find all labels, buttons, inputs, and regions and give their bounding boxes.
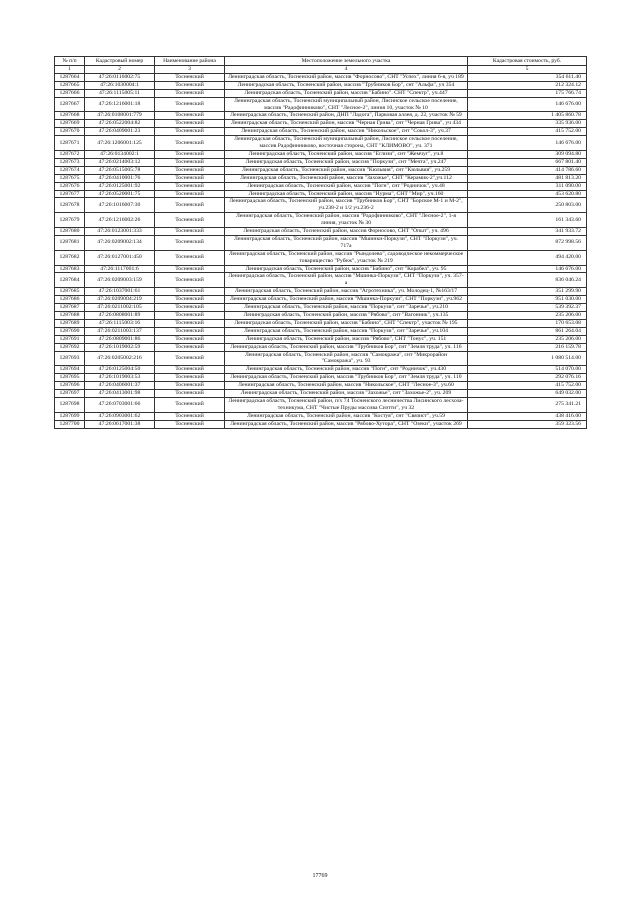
row-index-cell: 1287673 [55, 158, 85, 166]
district-cell: Тосненский [155, 265, 225, 273]
cadastral-value-cell: 175 766.74 [468, 89, 587, 97]
district-cell: Тосненский [155, 182, 225, 190]
cadastral-number-cell: 47:26:0209002:134 [85, 235, 155, 250]
district-cell: Тосненский [155, 166, 225, 174]
cadastral-number-cell: 47:26:1019002:59 [85, 343, 155, 351]
table-row [55, 136, 587, 151]
table-header [55, 57, 587, 74]
cadastral-number-cell: 47:26:0134002:1 [85, 150, 155, 158]
col-number: 2 [85, 66, 155, 74]
table-row [55, 319, 587, 327]
cadastral-value-cell: 514 070.00 [468, 366, 587, 374]
table-row [55, 73, 587, 81]
header-row [55, 57, 587, 66]
row-index-cell: 1287684 [55, 273, 85, 288]
district-cell: Тосненский [155, 335, 225, 343]
column-number-row [55, 66, 587, 74]
district-cell: Тосненский [155, 374, 225, 382]
cadastral-value-cell: 415 752.00 [468, 128, 587, 136]
row-index-cell: 1287697 [55, 390, 85, 398]
table-row [55, 89, 587, 97]
district-cell: Тосненский [155, 89, 225, 97]
row-index-cell: 1287678 [55, 198, 85, 213]
cadastral-number-cell: 47:26:0214003:12 [85, 158, 155, 166]
table-row [55, 273, 587, 288]
cadastral-value-cell: 539 392.37 [468, 304, 587, 312]
row-index-cell: 1287682 [55, 250, 85, 265]
land-cadastre-sheet [54, 56, 586, 429]
cadastral-value-cell: 494 420.00 [468, 250, 587, 265]
district-cell: Тосненский [155, 250, 225, 265]
cadastral-value-cell: 341 933.72 [468, 228, 587, 236]
cadastral-number-cell: 47:26:0209004:219 [85, 296, 155, 304]
district-cell: Тосненский [155, 304, 225, 312]
cadastral-value-cell: 481 813.20 [468, 174, 587, 182]
location-cell: Ленинградская область, Тосненский район, массив "Трубников Бор", снт "Земля труда", уч. 110 [225, 374, 468, 382]
table-row [55, 213, 587, 228]
cadastral-number-cell: 47:26:0515005:78 [85, 166, 155, 174]
location-cell: Ленинградская область, Тосненский район, п/х 74 Тосненского лесничества Лисинского лесхоза-техникума, СНТ "Чистые Пруды массива Сиэтти", уч 32 [225, 397, 468, 412]
cadastral-value-cell: 235 206.00 [468, 335, 587, 343]
cadastral-number-cell: 47:26:0209003:159 [85, 273, 155, 288]
table-row [55, 420, 587, 428]
row-index-cell: 1287694 [55, 366, 85, 374]
cadastral-value-cell: 872 998.56 [468, 235, 587, 250]
cadastral-value-cell: 335 936.00 [468, 120, 587, 128]
table-row [55, 390, 587, 398]
cadastral-number-cell: 47:26:0211003:137 [85, 327, 155, 335]
table-row [55, 190, 587, 198]
cadastral-value-cell: 649 032.00 [468, 390, 587, 398]
row-index-cell: 1287667 [55, 97, 85, 112]
cadastral-number-cell: 47:26:0125001:92 [85, 182, 155, 190]
table-row [55, 150, 587, 158]
table-row [55, 327, 587, 335]
row-index-cell: 1287698 [55, 397, 85, 412]
cadastral-value-cell: 216 159.78 [468, 343, 587, 351]
location-cell: Ленинградская область, Тосненский район, массив "Бабино". СНТ "Спектр", уч.447 [225, 89, 468, 97]
col-number: 3 [155, 66, 225, 74]
row-index-cell: 1287679 [55, 213, 85, 228]
cadastral-value-cell: 1 405 860.78 [468, 112, 587, 120]
district-cell: Тосненский [155, 190, 225, 198]
cadastral-number-cell: 47:26:1030004:1 [85, 81, 155, 89]
table-body [55, 73, 587, 428]
cadastral-number-cell: 47:26:1115005:11 [85, 89, 155, 97]
district-cell: Тосненский [155, 150, 225, 158]
district-cell: Тосненский [155, 312, 225, 320]
location-cell: Ленинградская область, Тосненский район, массив "Рябово", СНТ "Тонус", уч. 151 [225, 335, 468, 343]
location-cell: Ленинградская область, Тосненский район, массив "Кюльвия", снт "Кюльвия", уч.259 [225, 166, 468, 174]
table-row [55, 351, 587, 366]
location-cell: Ленинградская область, Тосненский район, массив "Захожье", СНТ "Керамик-2",уч.112 [225, 174, 468, 182]
cadastral-value-cell: 354 611.40 [468, 73, 587, 81]
cadastral-number-cell: 47:26:0108001:779 [85, 112, 155, 120]
cadastral-number-cell: 47:26:0413001:98 [85, 390, 155, 398]
location-cell: Ленинградская область, Тосненский муниципальный район, Лисинское сельское поселение, массив Радофинниково, восточная сторона, СНТ "КЛИМОВО", уч. 371 [225, 136, 468, 151]
row-index-cell: 1287683 [55, 265, 85, 273]
location-cell: Ленинградская область, Тосненский район, ДНП "Ладога", Парковая аллея, д. 22, участок № 59 [225, 112, 468, 120]
location-cell: Ленинградская область, Тосненский район, массив "Никольское", СНТ "Лесное-3", уч.60 [225, 382, 468, 390]
location-cell: Ленинградская область, Тосненский район, массив "Трубников Бор", снт "Альфа", уч 354 [225, 81, 468, 89]
district-cell: Тосненский [155, 343, 225, 351]
cadastral-number-cell: 47:26:0116002:75 [85, 73, 155, 81]
cadastral-number-cell: 47:26:0617001:38 [85, 420, 155, 428]
cadastral-value-cell: 161 343.60 [468, 213, 587, 228]
row-index-cell: 1287689 [55, 319, 85, 327]
row-index-cell: 1287688 [55, 312, 85, 320]
district-cell: Тосненский [155, 174, 225, 182]
district-cell: Тосненский [155, 213, 225, 228]
cadastral-number-cell: 47:26:0809001:86 [85, 335, 155, 343]
cadastral-number-cell: 47:26:1206001:125 [85, 136, 155, 151]
row-index-cell: 1287666 [55, 89, 85, 97]
table-row [55, 412, 587, 420]
cadastral-value-cell: 309 094.80 [468, 150, 587, 158]
table-row [55, 304, 587, 312]
table-row [55, 397, 587, 412]
cadastral-number-cell: 47:26:0409001:23 [85, 128, 155, 136]
cadastral-value-cell: 667 801.40 [468, 158, 587, 166]
col-number: 4 [225, 66, 468, 74]
location-cell: Ленинградская область, Тосненский район, массив "Нурма", СНТ "Мир", уч.160 [225, 190, 468, 198]
row-index-cell: 1287696 [55, 382, 85, 390]
district-cell: Тосненский [155, 73, 225, 81]
location-cell: Ленинградская область, Тосненский район, массив Форносово, СНТ "Опыт", уч. 496 [225, 228, 468, 236]
district-cell: Тосненский [155, 366, 225, 374]
table-row [55, 182, 587, 190]
location-cell: Ленинградская область, Тосненский район, массив "Бабино", снт "Корабел", уч. 95 [225, 265, 468, 273]
cadastral-value-cell: 414 786.60 [468, 166, 587, 174]
location-cell: Ленинградская область, Тосненский район, массив "Самокража", снт "Микрорайон "Самокража", уч. 93 [225, 351, 468, 366]
table-row [55, 265, 587, 273]
cadastral-number-cell: 47:26:1037001:61 [85, 288, 155, 296]
location-cell: Ленинградская область, Тосненский район, массив "Форносово", СНТ "Успех", линия 6-я, уч 189 [225, 73, 468, 81]
table-row [55, 158, 587, 166]
cadastral-value-cell: 359 323.56 [468, 420, 587, 428]
cadastral-number-cell: 47:26:1016007:30 [85, 198, 155, 213]
location-cell: Ленинградская область, Тосненский район, массив "Поркузи", снт "Мечта", уч.247 [225, 158, 468, 166]
district-cell: Тосненский [155, 235, 225, 250]
table-row [55, 374, 587, 382]
cadastral-value-cell: 275 341.21 [468, 397, 587, 412]
cadastral-number-cell: 47:26:1115003:16 [85, 319, 155, 327]
row-index-cell: 1287665 [55, 81, 85, 89]
row-index-cell: 1287675 [55, 174, 85, 182]
row-index-cell: 1287669 [55, 120, 85, 128]
cadastral-value-cell: 438 416.00 [468, 412, 587, 420]
row-index-cell: 1287680 [55, 228, 85, 236]
cadastral-number-cell: 47:26:0211002:105 [85, 304, 155, 312]
location-cell: Ленинградская область, Тосненский район, массив "Радофинниково", СНТ "Лесное-2", 1-я линия, участок № 30 [225, 213, 468, 228]
district-cell: Тосненский [155, 228, 225, 236]
cadastral-value-cell: 146 676.00 [468, 97, 587, 112]
location-cell: Ленинградская область, Тосненский муниципальный район, Лисинское сельское поселение, массив "Радофинниково", СНТ "Лесное-2", линия 10, участок № 10 [225, 97, 468, 112]
cadastral-number-cell: 47:26:0127001:450 [85, 250, 155, 265]
table-row [55, 128, 587, 136]
row-index-cell: 1287700 [55, 420, 85, 428]
location-cell: Ленинградская область, Тосненский район, массив "Агротехника", уч. Молодец-1, №163/17 [225, 288, 468, 296]
cadastral-number-cell: 47:26:0205002:216 [85, 351, 155, 366]
col-header-cadastral-number: Кадастровый номер [85, 57, 155, 66]
row-index-cell: 1287691 [55, 335, 85, 343]
location-cell: Ленинградская область, Тосненский район, массив "Рябово-Хутора", СНТ "Озеки", участок 269 [225, 420, 468, 428]
table-row [55, 250, 587, 265]
cadastral-number-cell: 47:26:0522004:82 [85, 120, 155, 128]
table-row [55, 81, 587, 89]
location-cell: Ленинградская область, Тосненский район, массив "Трубников Бор", СНТ "Борское М-1 и М-2", уч.238-2 и 1/2 уч.236-2 [225, 198, 468, 213]
location-cell: Ленинградская область, Тосненский район, массив "Погн", снт "Родничок", уч.430 [225, 366, 468, 374]
location-cell: Ленинградская область, Тосненский район, массив "Поркузи", снт "Заречье", уч.104 [225, 327, 468, 335]
table-row [55, 198, 587, 213]
page-number: 17769 [312, 873, 328, 879]
cadastral-number-cell: 47:26:0808001:89 [85, 312, 155, 320]
district-cell: Тосненский [155, 273, 225, 288]
cadastral-value-cell: 1 080 514.00 [468, 351, 587, 366]
cadastral-number-cell: 47:26:1216001:18 [85, 97, 155, 112]
row-index-cell: 1287676 [55, 182, 85, 190]
district-cell: Тосненский [155, 327, 225, 335]
cadastral-number-cell: 47:26:0703001:66 [85, 397, 155, 412]
location-cell: Ленинградская область, Тосненский район, массив "Мшинки-Поркузи", СНТ "Поркузи", уч. 717а [225, 235, 468, 250]
location-cell: Ленинградская область, Тосненский район, массив "Трубников Бор", снт "Земля труда", уч. 116 [225, 343, 468, 351]
cadastral-value-cell: 861 264.04 [468, 327, 587, 335]
location-cell: Ленинградская область, Тосненский район, массив "Никольское", снт "Сокол-3", уч.37 [225, 128, 468, 136]
row-index-cell: 1287687 [55, 304, 85, 312]
cadastral-value-cell: 170 653.08 [468, 319, 587, 327]
location-cell: Ленинградская область, Тосненский район, массив "Еглизи", снт "Жемчуг", уч.8 [225, 150, 468, 158]
table-row [55, 343, 587, 351]
district-cell: Тосненский [155, 112, 225, 120]
location-cell: Ленинградская область, Тосненский район, массив "Костуя", снт "Связист", уч.59 [225, 412, 468, 420]
location-cell: Ленинградская область, Тосненский район, массив "Рындолево", садоводческое некоммерческое товарищество "Рубеж", участок № 219 [225, 250, 468, 265]
location-cell: Ленинградская область, Тосненский район, массив "Черная Грива", снт "Черная Грива", уч 434 [225, 120, 468, 128]
row-index-cell: 1287686 [55, 296, 85, 304]
district-cell: Тосненский [155, 198, 225, 213]
table-row [55, 366, 587, 374]
cadastral-value-cell: 212 324.12 [468, 81, 587, 89]
district-cell: Тосненский [155, 420, 225, 428]
cadastral-value-cell: 292 076.16 [468, 374, 587, 382]
row-index-cell: 1287693 [55, 351, 85, 366]
cadastral-value-cell: 250 803.00 [468, 198, 587, 213]
row-index-cell: 1287674 [55, 166, 85, 174]
location-cell: Ленинградская область, Тосненский район, массив "Захожье", снт "Захожье-2", уч. 209 [225, 390, 468, 398]
row-index-cell: 1287692 [55, 343, 85, 351]
row-index-cell: 1287685 [55, 288, 85, 296]
district-cell: Тосненский [155, 120, 225, 128]
row-index-cell: 1287672 [55, 150, 85, 158]
table-row [55, 288, 587, 296]
district-cell: Тосненский [155, 97, 225, 112]
location-cell: Ленинградская область, Тосненский район, массив "Бабино", СНТ "Спектр", участок № 195 [225, 319, 468, 327]
cadastral-value-cell: 415 752.00 [468, 382, 587, 390]
cadastral-number-cell: 47:26:0125004:50 [85, 366, 155, 374]
cadastral-number-cell: 47:26:0903001:62 [85, 412, 155, 420]
cadastral-value-cell: 146 676.00 [468, 265, 587, 273]
row-index-cell: 1287690 [55, 327, 85, 335]
district-cell: Тосненский [155, 158, 225, 166]
district-cell: Тосненский [155, 128, 225, 136]
col-header-cadastral-value: Кадастровая стоимость, руб. [468, 57, 587, 66]
table-row [55, 235, 587, 250]
cadastral-number-cell: 47:26:1019003:53 [85, 374, 155, 382]
cadastral-value-cell: 311 090.00 [468, 182, 587, 190]
district-cell: Тосненский [155, 296, 225, 304]
table-row [55, 97, 587, 112]
district-cell: Тосненский [155, 390, 225, 398]
district-cell: Тосненский [155, 319, 225, 327]
table-row [55, 382, 587, 390]
cadastral-number-cell: 47:26:1216002:26 [85, 213, 155, 228]
cadastral-value-cell: 453 620.80 [468, 190, 587, 198]
location-cell: Ленинградская область, Тосненский район, массив "Мшинка-Поркузи", СНТ "Поркузи", уч.962 [225, 296, 468, 304]
cadastral-value-cell: 951 030.00 [468, 296, 587, 304]
row-index-cell: 1287699 [55, 412, 85, 420]
location-cell: Ленинградская область, Тосненский район, массив "Поркузи", снт "Заречье", уч.210 [225, 304, 468, 312]
cadastral-value-cell: 351 299.90 [468, 288, 587, 296]
row-index-cell: 1287668 [55, 112, 85, 120]
table-row [55, 166, 587, 174]
cadastral-number-cell: 47:26:0520001:75 [85, 190, 155, 198]
table-row [55, 120, 587, 128]
row-index-cell: 1287695 [55, 374, 85, 382]
district-cell: Тосненский [155, 81, 225, 89]
table-row [55, 335, 587, 343]
table-row [55, 296, 587, 304]
cadastral-value-cell: 836 046.24 [468, 273, 587, 288]
location-cell: Ленинградская область, Тосненский район, массив "Погн", снт "Родничок", уч.48 [225, 182, 468, 190]
district-cell: Тосненский [155, 136, 225, 151]
col-header-district: Наименование района [155, 57, 225, 66]
cadastral-value-table [54, 56, 587, 429]
cadastral-value-cell: 235 206.00 [468, 312, 587, 320]
col-header-location: Местоположение земельного участка [225, 57, 468, 66]
table-row [55, 174, 587, 182]
district-cell: Тосненский [155, 397, 225, 412]
district-cell: Тосненский [155, 351, 225, 366]
table-row [55, 112, 587, 120]
cadastral-number-cell: 47:26:0406001:37 [85, 382, 155, 390]
location-cell: Ленинградская область, Тосненский район, массив "Рябово", снт "Вагонник", уч.135 [225, 312, 468, 320]
location-cell: Ленинградская область, Тосненский район, массив "Мшинка-Поркузи", СНТ "Поркузи", уч. 357-а [225, 273, 468, 288]
row-index-cell: 1287664 [55, 73, 85, 81]
col-number: 5 [468, 66, 587, 74]
row-index-cell: 1287681 [55, 235, 85, 250]
col-number: 1 [55, 66, 85, 74]
district-cell: Тосненский [155, 288, 225, 296]
row-index-cell: 1287677 [55, 190, 85, 198]
row-index-cell: 1287670 [55, 128, 85, 136]
col-header-index: № п/п [55, 57, 85, 66]
cadastral-number-cell: 47:26:1117001:6 [85, 265, 155, 273]
row-index-cell: 1287671 [55, 136, 85, 151]
table-row [55, 312, 587, 320]
cadastral-value-cell: 146 676.00 [468, 136, 587, 151]
cadastral-number-cell: 47:26:0410001:76 [85, 174, 155, 182]
cadastral-number-cell: 47:26:0123001:333 [85, 228, 155, 236]
district-cell: Тосненский [155, 412, 225, 420]
table-row [55, 228, 587, 236]
district-cell: Тосненский [155, 382, 225, 390]
